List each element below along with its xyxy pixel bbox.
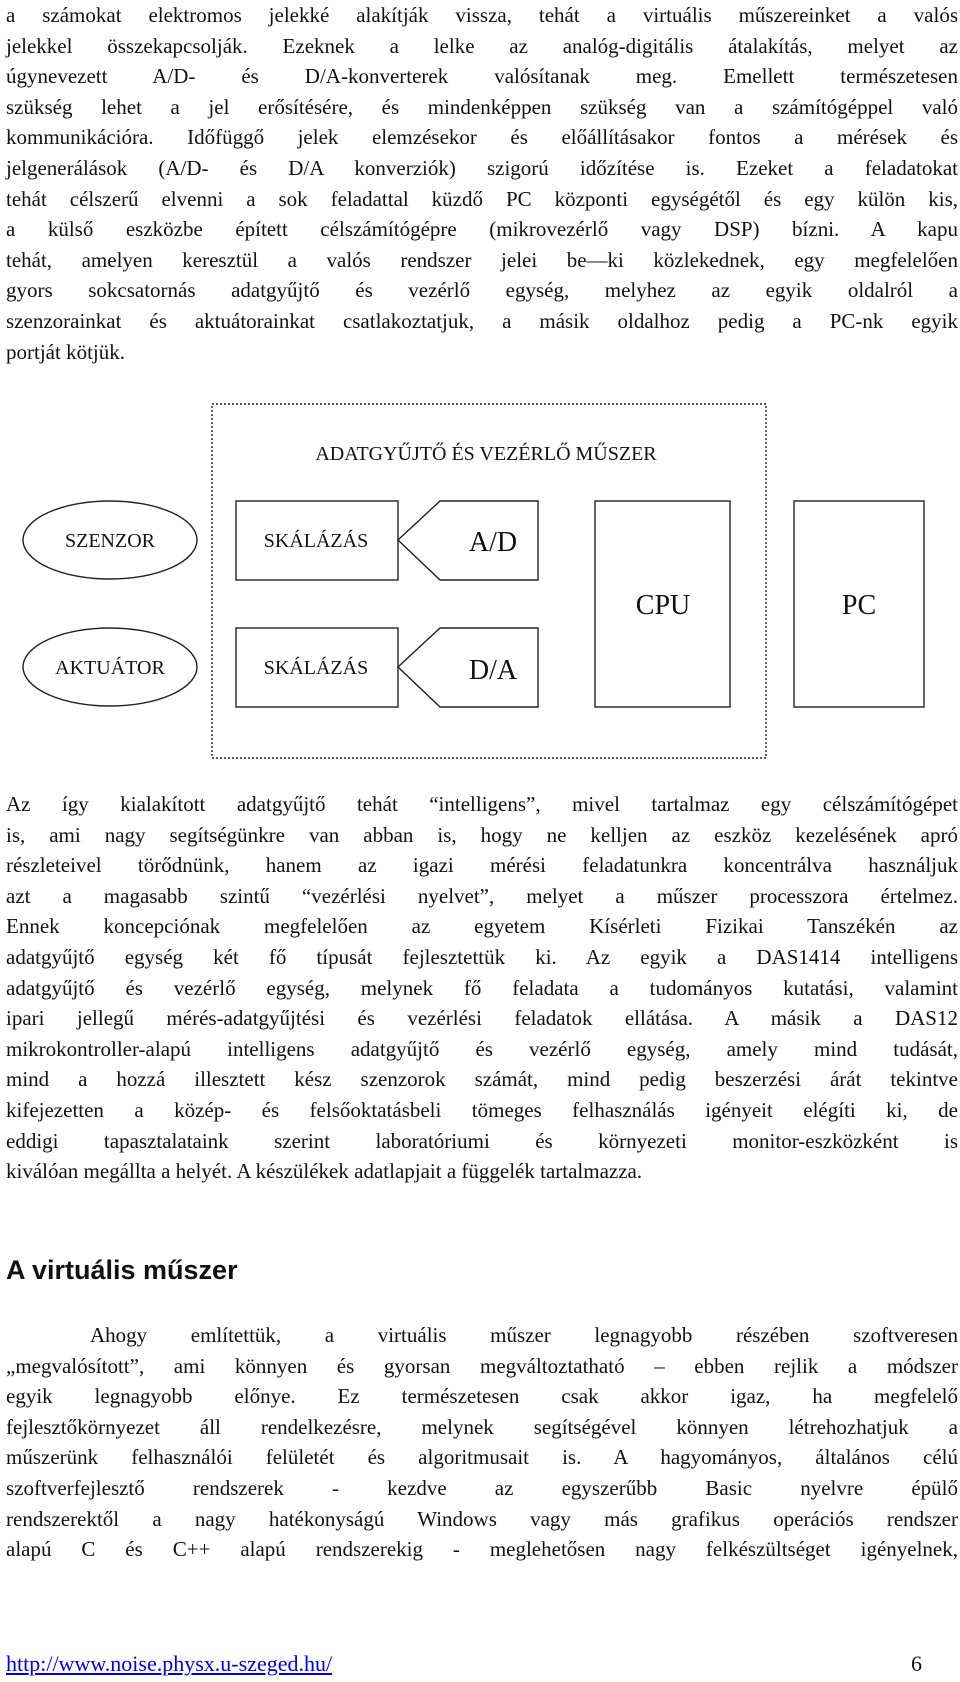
text-line: eddigi tapasztalataink szerint laboratóriumi és környezeti monitor-eszközként is (6, 1128, 958, 1153)
text-line: jelgenerálások (A/D- és D/A konverziók) szigorú időzítése is. Ezeket a feladatokat (6, 155, 958, 180)
text-line: úgynevezett A/D- és D/A-konverterek valósítanak meg. Emellett természetesen (6, 64, 958, 89)
sensor-label: SZENZOR (65, 530, 155, 552)
text-line: is, ami nagy segítségünkre van abban is, hogy ne kelljen az eszköz kezelésének apró (6, 822, 958, 847)
text-line: szükség lehet a jel erősítésére, és mindenképpen szükség van a számítógéppel való (6, 94, 958, 119)
ad-label: A/D (468, 527, 518, 558)
section-heading: A virtuális műszer (6, 1255, 238, 1285)
text-line: „megvalósított”, ami könnyen és gyorsan megváltoztatható – ebben rejlik a módszer (6, 1353, 958, 1378)
text-line: ipari jellegű mérés-adatgyűjtési és vezérlési feladatok ellátása. A másik a DAS12 (6, 1006, 958, 1031)
diagram-title: ADATGYŰJTŐ ÉS VEZÉRLŐ MŰSZER (315, 443, 657, 465)
text-line: mind a hozzá illesztett kész szenzorok számát, mind pedig beszerzési árát tekintve (6, 1067, 958, 1092)
paragraph-intro (6, 0, 958, 367)
text-line: Ahogy említettük, a virtuális műszer legnagyobb részében szoftveresen (90, 1323, 958, 1347)
text-line: azt a magasabb szintű “vezérlési nyelvet”, melyet a műszer processzora értelmez. (6, 883, 958, 908)
text-line: szoftverfejlesztő rendszerek - kezdve az egyszerűbb Basic nyelvre épülő (6, 1475, 958, 1500)
text-line: alapú C és C++ alapú rendszerekig - meglehetősen nagy felkészültséget igényelnek, (6, 1537, 958, 1562)
paragraph-intelligent-daq (6, 789, 958, 1187)
text-line: portját kötjük. (6, 339, 125, 364)
text-line: adatgyűjtő és vezérlő egység, melynek fő feladata a tudományos kutatási, valamint (6, 975, 958, 1000)
text-line: mikrokontroller-alapú intelligens adatgyűjtő és vezérlő egység, amely mind tudását, (6, 1036, 958, 1061)
cpu-label: CPU (635, 590, 691, 621)
text-line: kiválóan megállta a helyét. A készülékek adatlapjait a függelék tartalmazza. (6, 1159, 643, 1184)
text-line: Ennek koncepciónak megfelelően az egyetem Kísérleti Fizikai Tanszékén az (6, 914, 958, 939)
text-line: részleteivel törődnünk, hanem az igazi mérési feladatunkra koncentrálva használjuk (6, 853, 958, 878)
text-line: szenzorainkat és aktuátorainkat csatlakoztatjuk, a másik oldalhoz pedig a PC-nk egyik (6, 308, 958, 333)
text-line: kifejezetten a közép- és felsőoktatásbeli tömeges felhasználás igényeit elégíti ki, de (6, 1097, 958, 1122)
footer-url-link[interactable]: http://www.noise.physx.u-szeged.hu/ (6, 1651, 333, 1676)
block-diagram (0, 400, 960, 780)
text-line: műszerünk felhasználói felületét és algoritmusait is. A hagyományos, általános célú (6, 1445, 958, 1470)
text-line: jelekkel összekapcsolják. Ezeknek a lelke az analóg-digitális átalakítás, melyet az (6, 33, 958, 58)
text-line: a számokat elektromos jelekké alakítják vissza, tehát a virtuális műszereinket a valós (6, 3, 958, 27)
text-line: tehát, amelyen keresztül a valós rendszer jelei be—ki közlekednek, egy megfelelően (6, 247, 958, 272)
actuator-label: AKTUÁTOR (55, 657, 165, 679)
text-line: gyors sokcsatornás adatgyűjtő és vezérlő egység, melyhez az egyik oldalról a (6, 278, 958, 303)
text-line: Az így kialakított adatgyűjtő tehát “intelligens”, mivel tartalmaz egy célszámítógépet (6, 792, 958, 816)
text-line: adatgyűjtő egység két fő típusát fejlesztettük ki. Az egyik a DAS1414 intelligens (6, 944, 958, 969)
text-line: rendszerektől a nagy hatékonyságú Windows vagy más grafikus operációs rendszer (6, 1506, 958, 1531)
page-number: 6 (911, 1651, 922, 1676)
da-label: D/A (468, 655, 518, 686)
text-line: kommunikációra. Időfüggő jelek elemzésekor és előállításakor fontos a mérések és (6, 125, 958, 150)
pc-label: PC (841, 590, 877, 621)
scaling-bottom-label: SKÁLÁZÁS (263, 657, 369, 679)
text-line: fejlesztőkörnyezet áll rendelkezésre, melynek segítségével könnyen létrehozhatjuk a (6, 1414, 958, 1439)
text-line: tehát célszerű elvenni a sok feladattal küzdő PC központi egységétől és egy külön kis, (6, 186, 958, 211)
scaling-top-label: SKÁLÁZÁS (263, 530, 369, 552)
text-line: egyik legnagyobb előnye. Ez természetesen csak akkor igaz, ha megfelelő (6, 1384, 958, 1409)
paragraph-virtual-instrument (6, 1320, 958, 1565)
text-line: a külső eszközbe épített célszámítógépre (mikrovezérlő vagy DSP) bízni. A kapu (6, 217, 958, 242)
